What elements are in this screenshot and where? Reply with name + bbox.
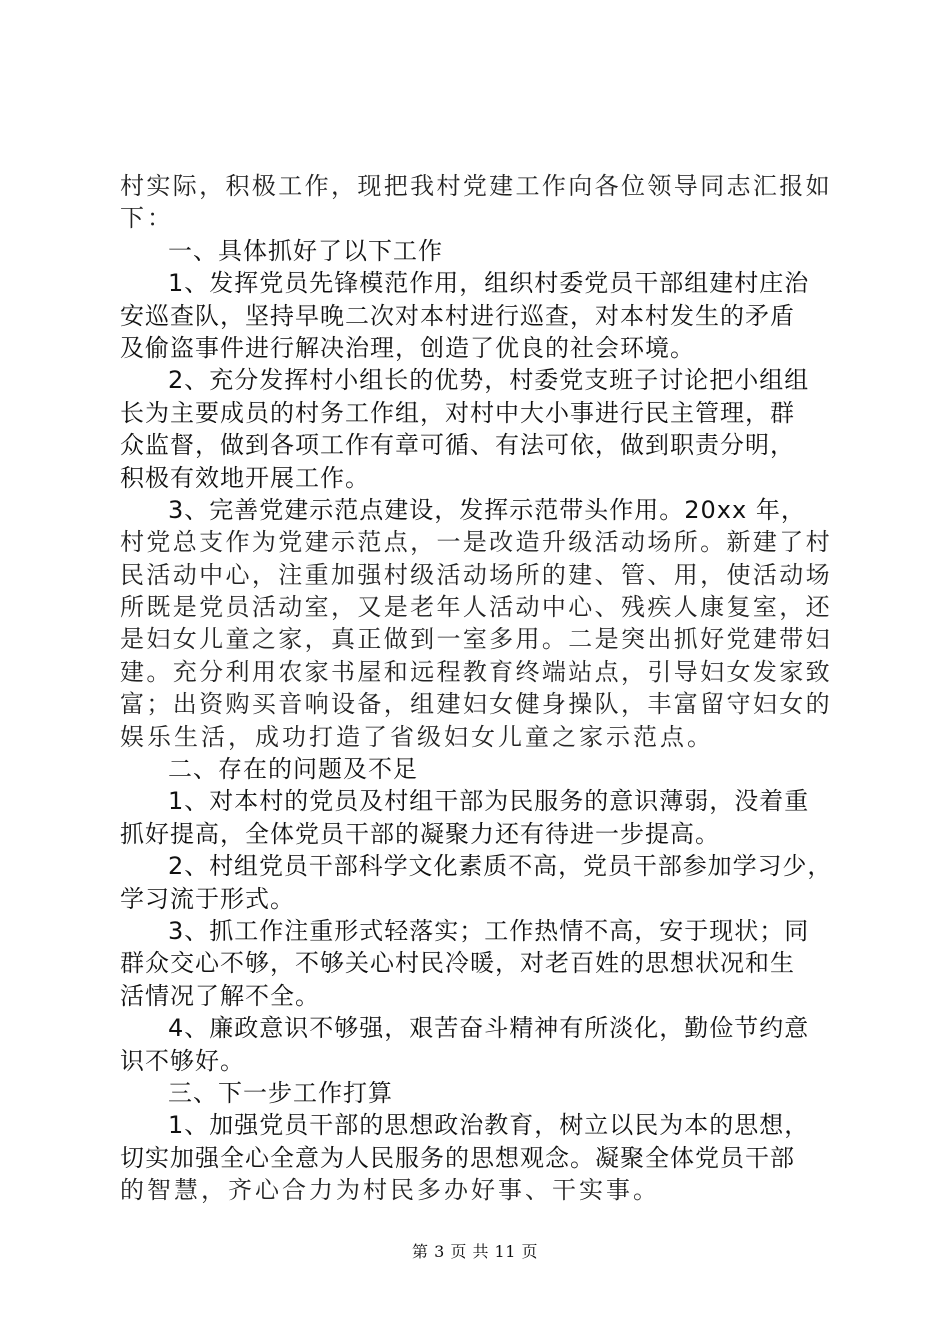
text-line: 活情况了解不全。 <box>120 981 320 1010</box>
text-line: 学习流于形式。 <box>120 884 295 913</box>
text-line: 娱乐生活，成功打造了省级妇女儿童之家示范点。 <box>120 722 714 751</box>
text-line: 民活动中心，注重加强村级活动场所的建、管、用，使活动场 <box>120 560 832 589</box>
page-number-footer: 第 3 页 共 11 页 <box>412 1242 538 1261</box>
text-line: 1、对本村的党员及村组干部为民服务的意识薄弱，没着重 <box>168 787 810 816</box>
text-line: 众监督，做到各项工作有章可循、有法可依，做到职责分明， <box>120 431 795 460</box>
text-line: 二、存在的问题及不足 <box>168 755 418 784</box>
text-line: 富；出资购买音响设备，组建妇女健身操队，丰富留守妇女的 <box>120 690 832 719</box>
text-line: 的智慧，齐心合力为村民多办好事、干实事。 <box>120 1176 660 1205</box>
text-line: 3、抓工作注重形式轻落实；工作热情不高，安于现状；同 <box>168 916 810 945</box>
text-line: 抓好提高，全体党员干部的凝聚力还有待进一步提高。 <box>120 819 720 848</box>
text-line: 建。充分利用农家书屋和远程教育终端站点，引导妇女发家致 <box>120 657 832 686</box>
text-line: 2、充分发挥村小组长的优势，村委党支班子讨论把小组组 <box>168 366 810 395</box>
text-line: 下： <box>120 204 174 233</box>
text-line: 是妇女儿童之家，真正做到一室多用。二是突出抓好党建带妇 <box>120 625 832 654</box>
text-line: 3、完善党建示范点建设，发挥示范带头作用。20xx 年， <box>168 495 806 524</box>
text-line: 4、廉政意识不够强，艰苦奋斗精神有所淡化，勤俭节约意 <box>168 1014 810 1043</box>
text-line: 1、发挥党员先锋模范作用，组织村委党员干部组建村庄治 <box>168 269 810 298</box>
text-line: 1、加强党员干部的思想政治教育，树立以民为本的思想， <box>168 1111 810 1140</box>
document-body <box>120 170 832 1207</box>
text-line: 积极有效地开展工作。 <box>120 463 370 492</box>
text-line: 2、村组党员干部科学文化素质不高，党员干部参加学习少， <box>168 852 833 881</box>
text-line: 识不够好。 <box>120 1046 245 1075</box>
text-line: 安巡查队，坚持早晚二次对本村进行巡查，对本村发生的矛盾 <box>120 301 795 330</box>
text-line: 村实际，积极工作，现把我村党建工作向各位领导同志汇报如 <box>120 172 832 200</box>
text-line: 长为主要成员的村务工作组，对村中大小事进行民主管理，群 <box>120 398 795 427</box>
text-line: 一、具体抓好了以下工作 <box>168 236 443 265</box>
text-line: 所既是党员活动室，又是老年人活动中心、残疾人康复室，还 <box>120 593 832 622</box>
text-line: 及偷盗事件进行解决治理，创造了优良的社会环境。 <box>120 333 695 362</box>
text-line: 群众交心不够，不够关心村民冷暖，对老百姓的思想状况和生 <box>120 949 795 978</box>
text-line: 三、下一步工作打算 <box>168 1078 393 1107</box>
text-line: 村党总支作为党建示范点，一是改造升级活动场所。新建了村 <box>120 528 832 557</box>
text-line: 切实加强全心全意为人民服务的思想观念。凝聚全体党员干部 <box>120 1143 795 1172</box>
